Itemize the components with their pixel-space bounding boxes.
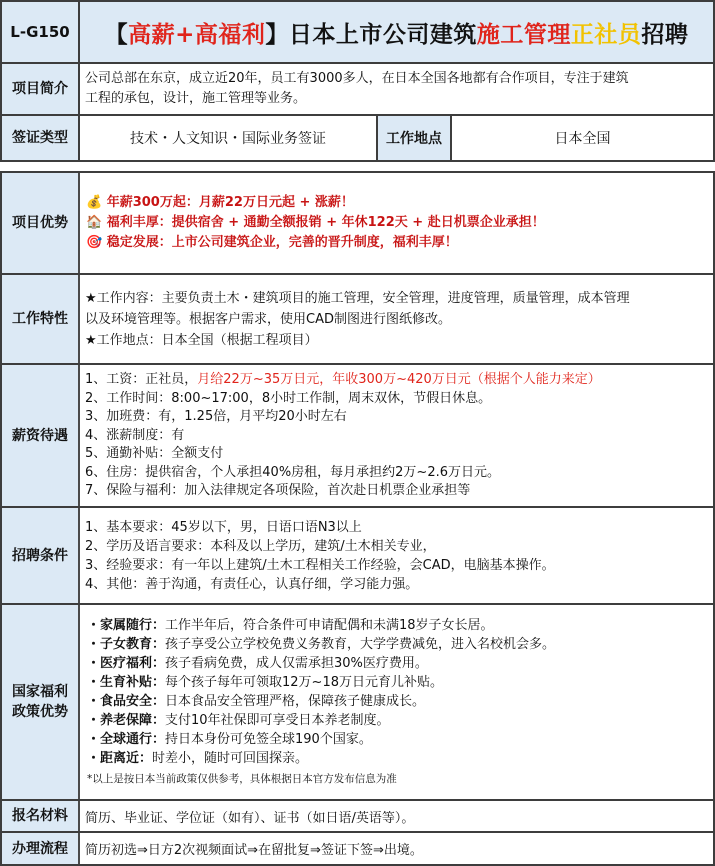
welfare-item [87,616,712,635]
intro-label: 项目简介 [2,64,80,114]
salary-range: 月给22万~35万日元，年收300万~420万日元（根据个人能力来定） [197,372,601,387]
salary-line: 5、通勤补贴：全额支付 [85,446,224,461]
materials-value: 简历、毕业证、学位证（如有）、证书（如日语/英语等）。 [85,810,415,826]
header-row [0,2,715,62]
requirements-row [0,508,715,603]
welfare-item-title: ・距离近： [87,751,153,766]
location-value: 日本全国 [554,131,611,147]
advantages-row [0,173,715,273]
welfare-item [87,692,712,711]
welfare-item-text: 孩子享受公立学校免费义务教育，大学学费减免，进入名校机会多。 [165,637,556,652]
salary-line: 7、保险与福利：加入法律规定各项保险，首次赴日机票企业承担等 [85,483,471,498]
intro-line-1: 公司总部在东京，成立近20年，员工有3000多人，在日本全国各地都有合作项目，专注于建筑 [85,71,629,86]
welfare-item-text: 孩子看病免费，成人仅需承担30%医疗费用。 [165,656,428,671]
process-row [0,833,715,864]
salary-line [85,371,712,390]
welfare-item-text: 每个孩子每年可领取12万~18万日元育儿补贴。 [165,675,443,690]
welfare-item-text: 持日本身份可免签全球190个国家。 [165,732,372,747]
salary-line: 6、住房：提供宿舍，个人承担40%房租，每月承担约2万~2.6万日元。 [85,464,501,480]
salary-type: 1、工资：正社员， [85,372,198,387]
salary-line: 2、工作时间：8:00~17:00，8小时工作制，周末双休，节假日休息。 [85,390,492,406]
requirement-line: 2、学历及语言要求：本科及以上学历，建筑/土木相关专业， [85,539,436,554]
title-highlight-employee: 正社员 [570,21,642,48]
welfare-item [87,635,712,654]
materials-row [0,801,715,831]
advantage-item [86,233,712,253]
intro-row [0,64,715,114]
welfare-item-title: ・生育补贴： [87,675,166,690]
salary-line: 4、涨薪制度：有 [85,427,185,443]
welfare-note: *以上是按日本当前政策仅供参考，具体根据日本官方发布信息为准 [87,773,397,785]
requirement-line: 4、其他：善于沟通，有责任心，认真仔细，学习能力强。 [85,577,419,592]
page-title [80,2,713,62]
welfare-item-title: ・养老保障： [87,713,166,728]
work-line: 以及环境管理等。根据客户需求，使用CAD制图进行图纸修改。 [85,312,451,327]
advantage-text: 稳定发展：上市公司建筑企业，完善的晋升制度，福利丰厚！ [106,235,458,250]
materials-label: 报名材料 [2,801,80,831]
salary-line: 3、加班费：有，1.25倍，月平均20小时左右 [85,409,347,424]
requirement-line: 1、基本要求：45岁以下，男，日语口语N3以上 [85,520,362,535]
requirements-label: 招聘条件 [2,508,80,603]
requirement-line: 3、经验要求：有一年以上建筑/土木工程相关工作经验，会CAD，电脑基本操作。 [85,558,555,573]
welfare-label [2,605,80,799]
advantage-text: 福利丰厚：提供宿舍 + 通勤全额报销 + 年休122天 + 赴日机票企业承担！ [106,215,545,230]
welfare-item [87,711,712,730]
salary-label: 薪资待遇 [2,365,80,506]
visa-value: 技术・人文知识・国际业务签证 [130,131,326,147]
title-recruit: 招聘 [641,21,689,48]
welfare-item-title: ・子女教育： [87,637,166,652]
visa-row [0,116,715,160]
welfare-item-title: ・家属随行： [87,618,166,633]
location-label: 工作地点 [376,116,452,160]
welfare-item-title: ・医疗福利： [87,656,166,671]
welfare-item-title: ・食品安全： [87,694,166,709]
visa-label: 签证类型 [2,116,80,160]
money-bag-icon: 💰 [86,195,103,210]
house-icon: 🏠 [86,215,103,230]
title-highlight-salary: 高薪+高福利 [128,21,266,48]
welfare-item [87,654,712,673]
process-label: 办理流程 [2,833,80,864]
process-value: 简历初选⇒日方2次视频面试⇒在留批复⇒签证下签⇒出境。 [85,843,423,858]
welfare-item [87,749,712,768]
salary-row [0,365,715,506]
job-code: L-G150 [2,2,80,62]
title-company: 】日本上市公司建筑 [265,21,477,48]
welfare-label-line: 政策优势 [12,704,68,720]
work-line: ★工作内容：主要负责土木・建筑项目的施工管理，安全管理，进度管理，质量管理，成本管理 [85,291,630,306]
advantage-item [86,213,712,233]
welfare-row [0,605,715,799]
advantage-text: 年薪300万起：月薪22万日元起 + 涨薪！ [106,195,354,210]
welfare-label-line: 国家福利 [12,684,68,700]
intro-line-2: 工程的承包，设计，施工管理等业务。 [85,91,307,106]
welfare-item-title: ・全球通行： [87,732,166,747]
title-highlight-job: 施工管理 [476,21,571,48]
welfare-item-text: 日本食品安全管理严格，保障孩子健康成长。 [165,694,426,709]
work-label: 工作特性 [2,275,80,363]
advantages-label: 项目优势 [2,173,80,273]
advantage-item [86,193,712,213]
welfare-item [87,730,712,749]
title-bracket-open: 【 [104,21,129,48]
welfare-item [87,673,712,692]
work-row [0,275,715,363]
work-line: ★工作地点：日本全国（根据工程项目） [85,333,318,348]
welfare-item-text: 支付10年社保即可享受日本养老制度。 [165,713,390,728]
welfare-item-text: 工作半年后，符合条件可申请配偶和未满18岁子女长居。 [165,618,494,633]
welfare-item-text: 时差小，随时可回国探亲。 [152,751,309,766]
target-icon: 🎯 [86,235,103,250]
